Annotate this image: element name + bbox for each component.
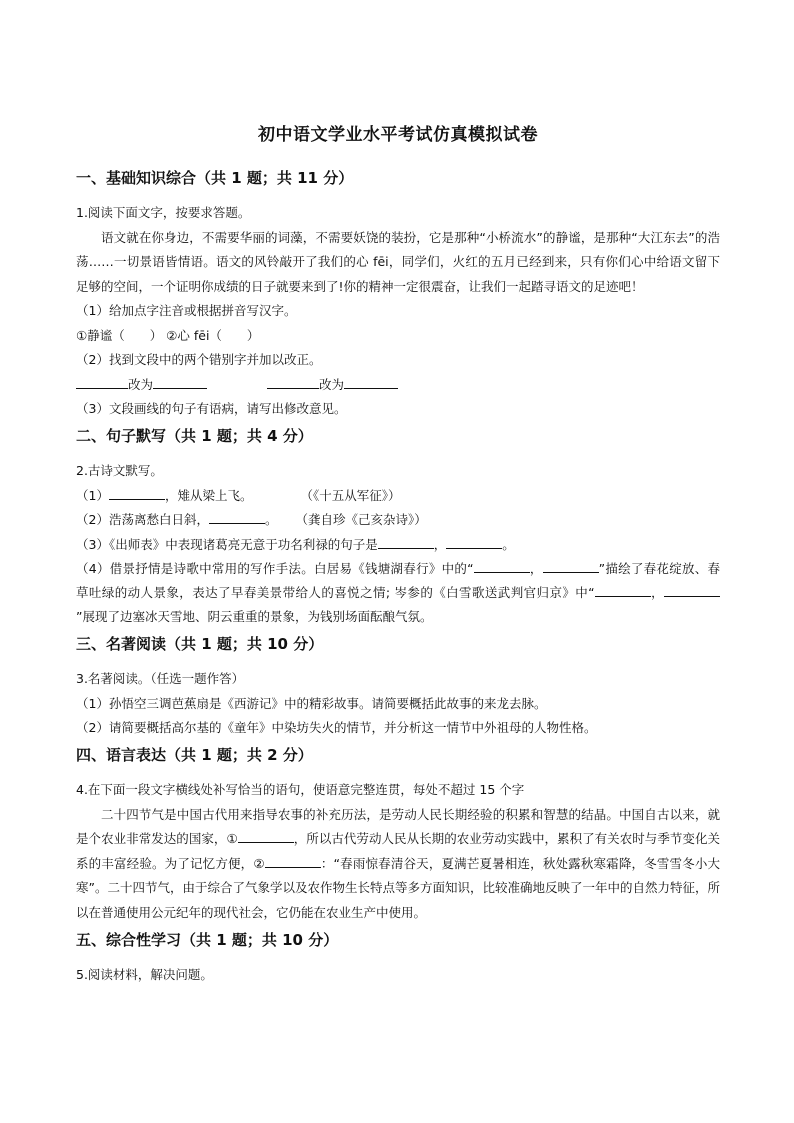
change-label: 改为 bbox=[128, 376, 154, 392]
question-1: 1.阅读下面文字，按要求答题。 bbox=[76, 205, 251, 220]
question-1-part-2: （2）找到文段中的两个错别字并加以改正。 bbox=[76, 352, 322, 367]
question-3-part-2: （2）请简要概括高尔基的《童年》中染坊失火的情节，并分析这一情节中外祖母的人物性格。 bbox=[76, 720, 597, 735]
question-1-part-3: （3）文段画线的句子有语病，请写出修改意见。 bbox=[76, 401, 347, 416]
recite-line-2: （2）浩荡离愁白日斜， 。 （龚自珍《己亥杂诗》） bbox=[76, 508, 720, 533]
question-5: 5.阅读材料，解决问题。 bbox=[76, 967, 213, 982]
answer-blank[interactable] bbox=[209, 509, 265, 524]
exam-page bbox=[76, 120, 720, 988]
question-4-passage: 二十四节气是中国古代用来指导农事的补充历法，是劳动人民长期经验的积累和智慧的结晶。中国自古以来，就是个农业非常发达的国家，① ，所以古代劳动人民从长期的农业劳动实践中，累积了有关农时与季节变化关系的丰富经验。为了记忆方便，② ：“春雨惊春清谷天，夏满芒夏暑相连，秋处露秋寒霜降，冬雪雪冬小大寒”。二十四节气，由于综合了气象学以及农作物生长特点等多方面知识，比较准确地反映了一年中的自然力特征，所以在普通使用公元纪年的现代社会，它仍能在农业生产中使用。 bbox=[76, 806, 720, 920]
question-4: 4.在下面一段文字横线处补写恰当的语句，使语意完整连贯，每处不超过 15 个字 bbox=[76, 782, 525, 797]
answer-blank[interactable] bbox=[595, 582, 651, 597]
section-4-heading: 四、语言表达（共 1 题；共 2 分） bbox=[76, 746, 313, 764]
answer-blank[interactable] bbox=[543, 558, 599, 573]
section-2-heading: 二、句子默写（共 1 题；共 4 分） bbox=[76, 427, 313, 445]
section-1-heading: 一、基础知识综合（共 1 题；共 11 分） bbox=[76, 169, 354, 187]
answer-blank[interactable] bbox=[344, 374, 398, 389]
correction-line bbox=[76, 373, 720, 398]
source-note: （龚自珍《己亥杂诗》） bbox=[295, 512, 427, 527]
question-2: 2.古诗文默写。 bbox=[76, 463, 163, 478]
source-note: （《十五从军征》） bbox=[300, 487, 401, 503]
answer-blank[interactable] bbox=[109, 485, 165, 500]
recite-line-4: （4）借景抒情是诗歌中常用的写作手法。白居易《钱塘湖春行》中的“ ， ”描绘了春花绽放、春草吐绿的动人景象，表达了早春美景带给人的喜悦之情; 岑参的《白雪歌送武判官归京》中“ ，”展现了边塞冰天雪地、阴云重重的景象，为钱别场面酝酿气氛。 bbox=[76, 557, 720, 629]
answer-blank[interactable] bbox=[446, 534, 502, 549]
question-1-part-1: （1）给加点字注音或根据拼音写汉字。 bbox=[76, 303, 297, 318]
change-label: 改为 bbox=[319, 376, 345, 392]
answer-blank[interactable] bbox=[76, 374, 128, 389]
answer-blank[interactable] bbox=[664, 582, 720, 597]
page-title: 初中语文学业水平考试仿真模拟试卷 bbox=[258, 125, 538, 145]
answer-blank[interactable] bbox=[378, 534, 434, 549]
section-3-heading: 三、名著阅读（共 1 题；共 10 分） bbox=[76, 635, 324, 653]
question-3: 3.名著阅读。（任选一题作答） bbox=[76, 671, 245, 686]
recite-line-1: （1） ，雉从梁上飞。 （《十五从军征》） bbox=[76, 484, 720, 509]
answer-blank[interactable] bbox=[265, 853, 321, 868]
question-1-part-1-items: ①静谧（ ） ②心 fēi（ ） bbox=[76, 327, 260, 343]
question-3-part-1: （1）孙悟空三调芭蕉扇是《西游记》中的精彩故事。请简要概括此故事的来龙去脉。 bbox=[76, 695, 547, 711]
answer-blank[interactable] bbox=[153, 374, 207, 389]
recite-line-3: （3）《出师表》中表现诸葛亮无意于功名利禄的句子是 ， 。 bbox=[76, 533, 720, 558]
section-5-heading: 五、综合性学习（共 1 题；共 10 分） bbox=[76, 931, 339, 949]
answer-blank[interactable] bbox=[238, 828, 294, 843]
answer-blank[interactable] bbox=[267, 374, 319, 389]
answer-blank[interactable] bbox=[474, 558, 530, 573]
question-1-passage: 语文就在你身边，不需要华丽的词藻，不需要妖饶的装扮，它是那种“小桥流水”的静谧，是那种“大江东去”的浩荡……一切景语皆情语。语文的风铃敲开了我们的心 fēi，同学们，火红的五月已经到来，只有你们心中给语文留下足够的空间，一个证明你成绩的日子就要来到了!你的精神一定很震奋，让我们一起踏寻语文的足迹吧！ bbox=[76, 229, 720, 294]
